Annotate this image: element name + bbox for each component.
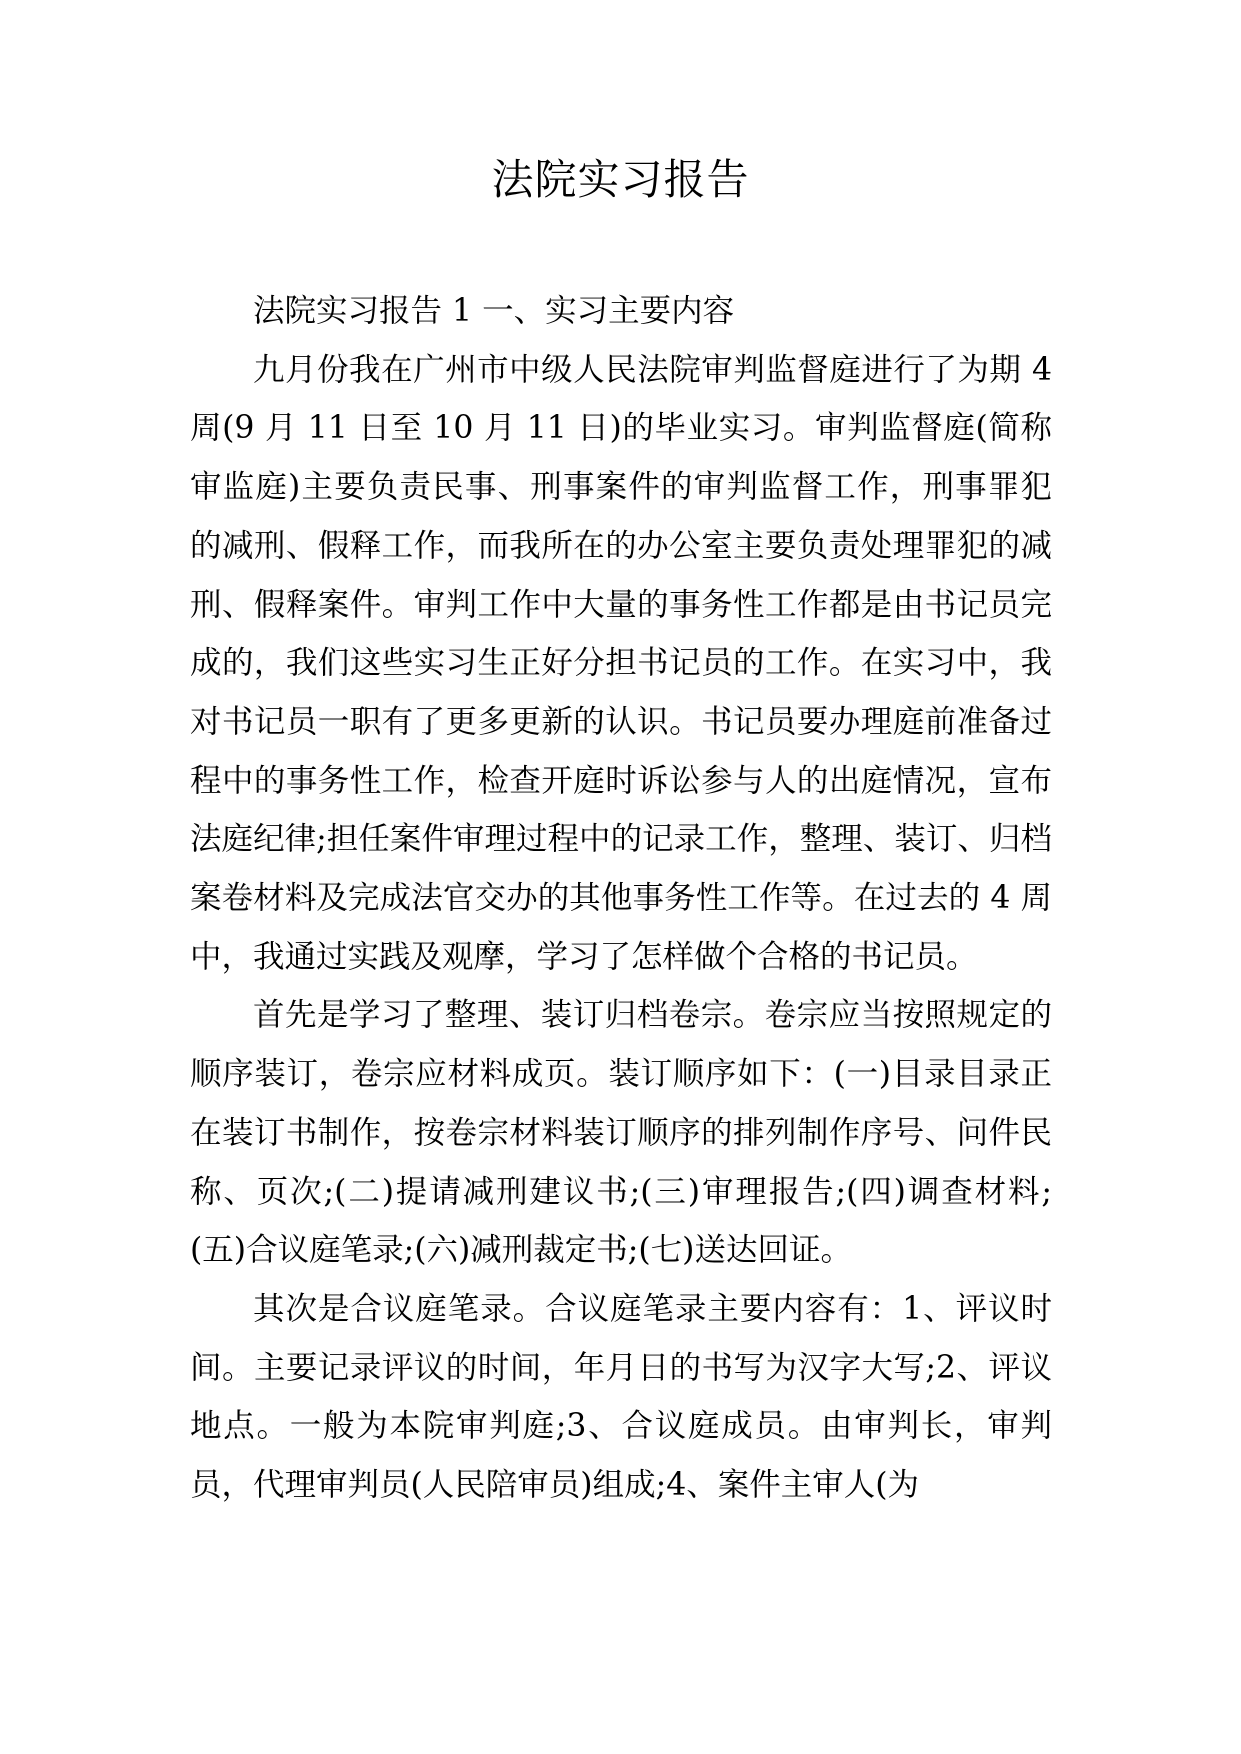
- document-body: [190, 282, 1052, 1515]
- paragraph-section-heading: 法院实习报告 1 一、实习主要内容: [253, 293, 735, 329]
- paragraph: 九月份我在广州市中级人民法院审判监督庭进行了为期 4 周(9 月 11 日至 10 月 11 日)的毕业实习。审判监督庭(简称审监庭)主要负责民事、刑事案件的审判监督工作，刑事罪犯的减刑、假释工作，而我所在的办公室主要负责处理罪犯的减刑、假释案件。审判工作中大量的事务性工作都是由书记员完成的，我们这些实习生正好分担书记员的工作。在实习中，我对书记员一职有了更多更新的认识。书记员要办理庭前准备过程中的事务性工作，检查开庭时诉讼参与人的出庭情况，宣布法庭纪律;担任案件审理过程中的记录工作，整理、装订、归档案卷材料及完成法官交办的其他事务性工作等。在过去的 4 周中，我通过实践及观摩，学习了怎样做个合格的书记员。: [190, 351, 1052, 975]
- paragraph: 其次是合议庭笔录。合议庭笔录主要内容有：1、评议时间。主要记录评议的时间，年月日的书写为汉字大写;2、评议地点。一般为本院审判庭;3、合议庭成员。由审判长，审判员，代理审判员(人民陪审员)组成;4、案件主审人(为: [190, 1290, 1052, 1504]
- paragraph: 首先是学习了整理、装订归档卷宗。卷宗应当按照规定的顺序装订，卷宗应材料成页。装订顺序如下：(一)目录目录正在装订书制作，按卷宗材料装订顺序的排列制作序号、问件民称、页次;(二)提请减刑建议书;(三)审理报告;(四)调查材料;(五)合议庭笔录;(六)减刑裁定书;(七)送达回证。: [190, 997, 1052, 1269]
- document-title: 法院实习报告: [491, 155, 750, 204]
